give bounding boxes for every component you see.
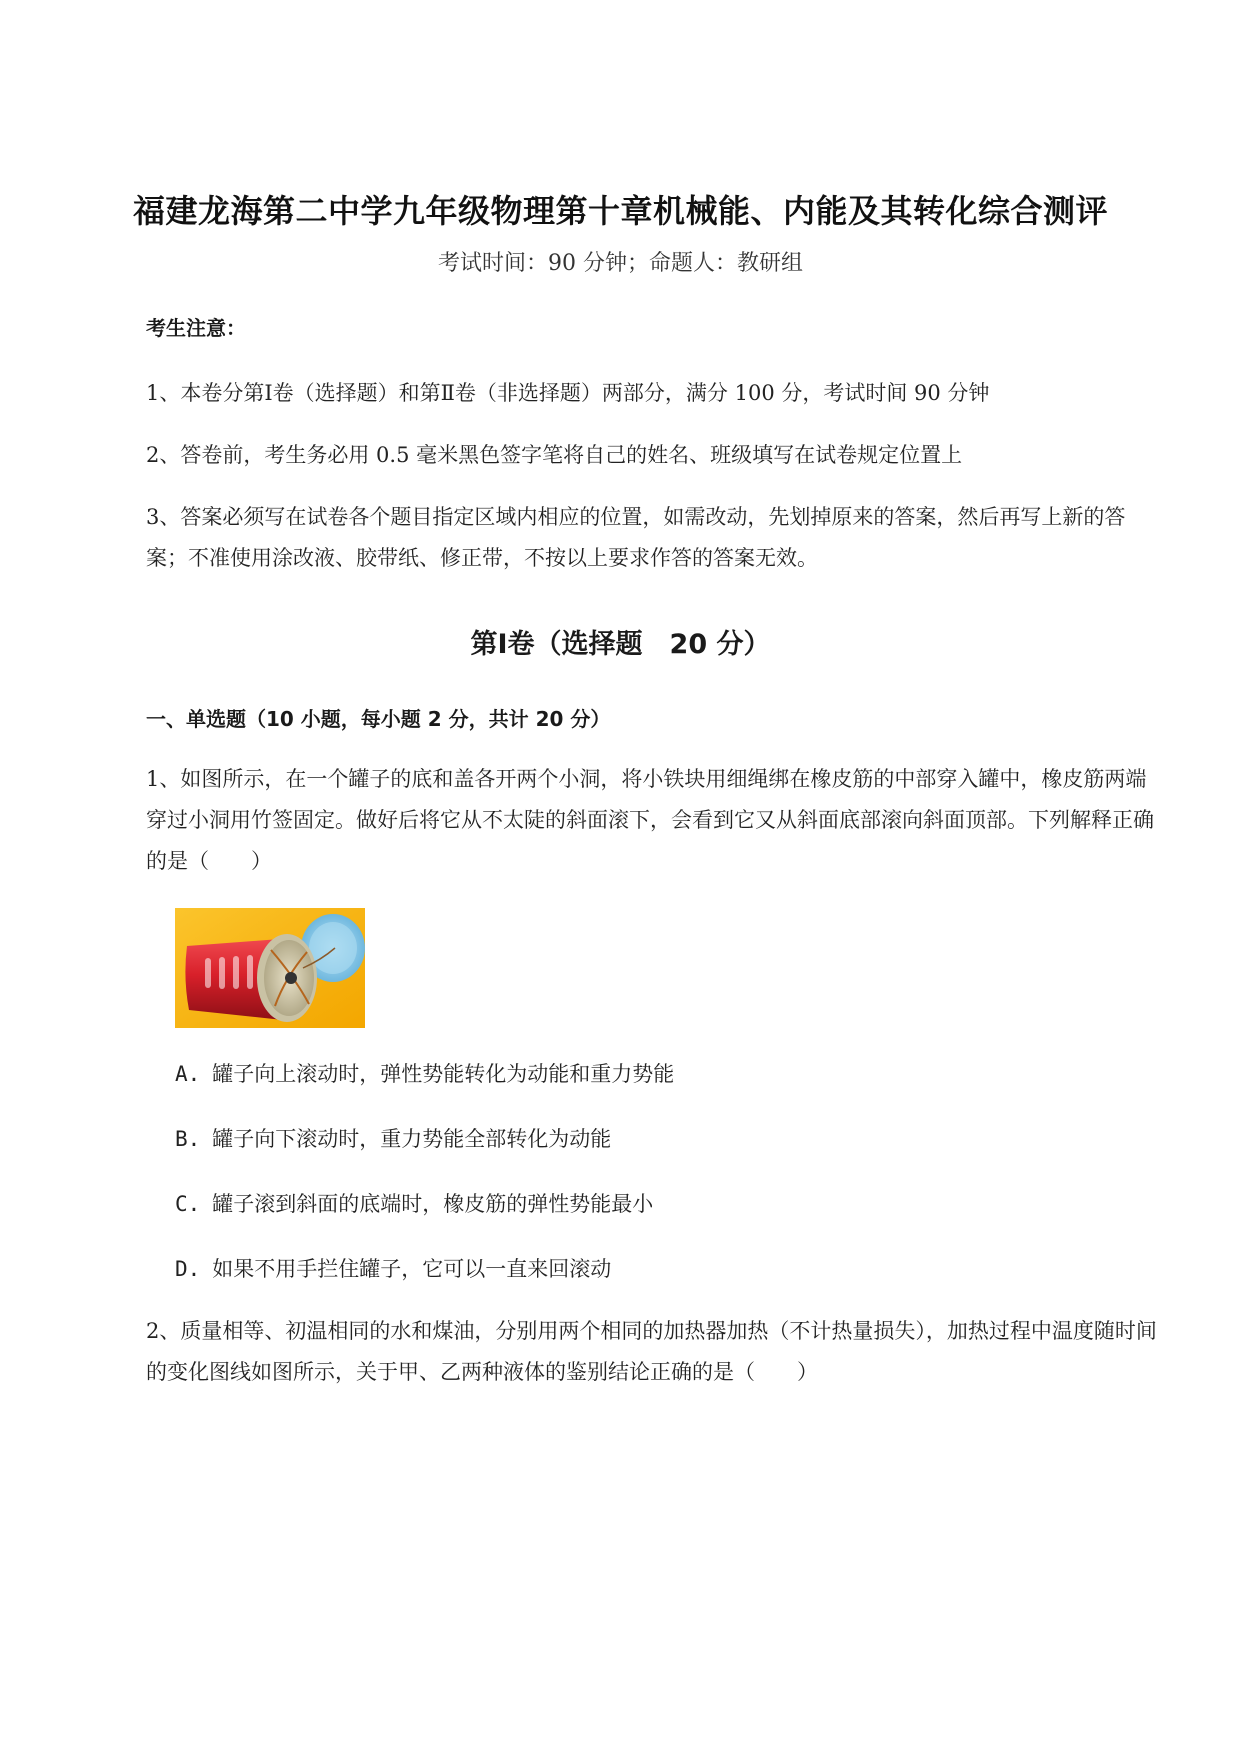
option-text: 罐子向下滚动时，重力势能全部转化为动能 (212, 1127, 612, 1151)
rolling-can-figure (175, 908, 365, 1028)
notice-item-2: 2、答卷前，考生务必用 0.5 毫米黑色签字笔将自己的姓名、班级填写在试卷规定位置上 (146, 443, 963, 467)
option-text: 罐子向上滚动时，弹性势能转化为动能和重力势能 (212, 1062, 675, 1086)
question-2-stem: 2、质量相等、初温相同的水和煤油，分别用两个相同的加热器加热（不计热量损失），加热过程中温度随时间的变化图线如图所示，关于甲、乙两种液体的鉴别结论正确的是（ ） (146, 1319, 1157, 1384)
notice-item-1: 1、本卷分第Ⅰ卷（选择题）和第Ⅱ卷（非选择题）两部分，满分 100 分，考试时间 90 分钟 (146, 381, 990, 405)
part-heading: 一、单选题（10 小题，每小题 2 分，共计 20 分） (146, 707, 611, 731)
question-1-stem: 1、如图所示，在一个罐子的底和盖各开两个小洞，将小铁块用细绳绑在橡皮筋的中部穿入罐中，橡皮筋两端穿过小洞用竹签固定。做好后将它从不太陡的斜面滚下，会看到它又从斜面底部滚向斜面顶部。下列解释正确的是（ ） (146, 767, 1154, 873)
option-c[interactable] (175, 1188, 653, 1218)
notice-heading: 考生注意： (146, 316, 246, 340)
option-text: 如果不用手拦住罐子，它可以一直来回滚动 (212, 1257, 612, 1281)
option-d[interactable] (175, 1253, 611, 1283)
option-b[interactable] (175, 1123, 611, 1153)
exam-info: 考试时间：90 分钟；命题人：教研组 (438, 251, 803, 276)
option-letter: C. (175, 1192, 201, 1216)
option-letter: A. (175, 1062, 201, 1086)
page-title: 福建龙海第二中学九年级物理第十章机械能、内能及其转化综合测评 (132, 192, 1108, 230)
section-title: 第Ⅰ卷（选择题 20 分） (470, 629, 771, 660)
option-a[interactable] (175, 1058, 674, 1088)
option-letter: B. (175, 1127, 201, 1151)
option-letter: D. (175, 1257, 201, 1281)
rolling-can-image (175, 908, 365, 1028)
notice-item-3: 3、答案必须写在试卷各个题目指定区域内相应的位置，如需改动，先划掉原来的答案，然后再写上新的答案；不准使用涂改液、胶带纸、修正带，不按以上要求作答的答案无效。 (146, 505, 1126, 570)
option-text: 罐子滚到斜面的底端时，橡皮筋的弹性势能最小 (212, 1192, 654, 1216)
